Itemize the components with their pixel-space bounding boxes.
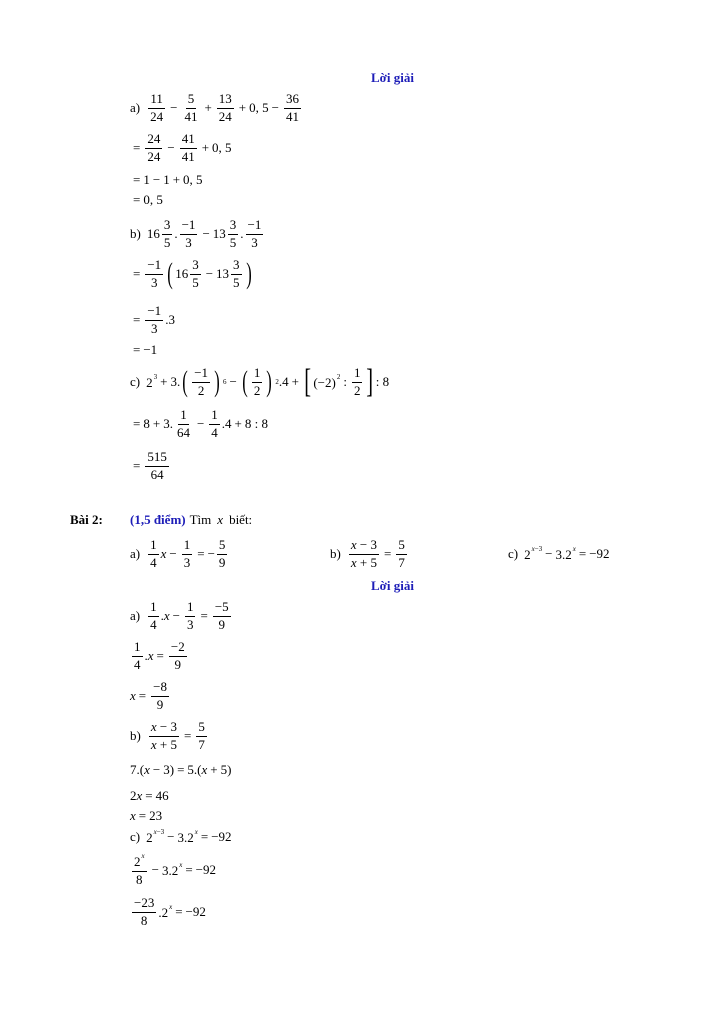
ex2-a-result: x = $\frac{-8}{9}$ (130, 678, 167, 712)
exercise-2-label: Bài 2: (70, 512, 103, 527)
ex2-b-eq: b) $\frac{x - 3}{x + 5}$ = $\frac{5}{7}$ (130, 718, 205, 752)
ex2-problem-b: b) $\frac{x - 3}{x + 5}$ = $\frac{5}{7}$ (330, 536, 405, 570)
eq-1b-result: = −1 (133, 342, 158, 357)
solution-heading-1: Lời giải (371, 70, 414, 85)
eq-1c: c) $2^3$ + 3. ( $\frac{-1}{2}$ ) 6 − ( $\frac{1}{2}$ ) 2 .4 + [ $(-2)^2$ : $\frac{1}{2}$ ] : 8 (130, 363, 390, 400)
label-a: a) (130, 100, 141, 115)
ex2-problem-c: c) $2^{x-3}$ − 3.2$^x$ = −92 (508, 545, 610, 562)
fraction: $\frac{5}{41}$ (184, 90, 198, 124)
ex2-c-step1: $\frac{2^x}{8}$ − 3.2$^x$ = −92 (134, 852, 216, 887)
exercise-2-title: (1,5 điểm) Tìm x biết: (130, 512, 253, 527)
eq-1a-step2: = 1 − 1 + 0, 5 (133, 172, 203, 187)
eq-1b-step1: = $\frac{-1}{3}$ ( 16 $\frac{3}{5}$ − 13 $\frac{3}{5}$ ) (133, 256, 252, 290)
eq-1a: a) $\frac{11}{24}$ − $\frac{5}{41}$ + $\frac{13}{24}$ + 0, 5 − $\frac{36}{41}$ (130, 90, 299, 124)
eq-1c-step1: = 8 + 3. $\frac{1}{64}$ − $\frac{1}{4}$ .4 + 8 : 8 (133, 406, 268, 440)
ex2-b-result: x = 23 (130, 808, 163, 823)
eq-1b-step2: = $\frac{-1}{3}$ .3 (133, 302, 175, 336)
eq-1c-result: = $\frac{515}{64}$ (133, 448, 167, 482)
ex2-c-eq: c) $2^{x-3}$ − 3.2$^x$ = −92 (130, 828, 232, 845)
ex2-c-step2: $\frac{-23}{8}$ .2$^x$ = −92 (134, 894, 206, 928)
ex2-problem-a: a) $\frac{1}{4}$ x − $\frac{1}{3}$ = − $\frac{5}{9}$ (130, 536, 226, 570)
eq-1a-result: = 0, 5 (133, 192, 163, 207)
fraction: $\frac{36}{41}$ (285, 90, 299, 124)
ex2-b-step1: 7.( x − 3) = 5.( x + 5) (130, 762, 232, 777)
fraction: $\frac{13}{24}$ (218, 90, 232, 124)
ex2-a-step1: $\frac{1}{4}$ . x = $\frac{-2}{9}$ (134, 638, 185, 672)
solution-heading-2: Lời giải (371, 578, 414, 593)
eq-1a-step1: = $\frac{24}{24}$ − $\frac{41}{41}$ + 0, 5 (133, 130, 232, 164)
ex2-b-step2: 2 x = 46 (130, 788, 169, 803)
ex2-a-eq: a) $\frac{1}{4}$ . x − $\frac{1}{3}$ = $\frac{-5}{9}$ (130, 598, 229, 632)
eq-1b: b) 16 $\frac{3}{5}$ . $\frac{-1}{3}$ − 13 $\frac{3}{5}$ . $\frac{-1}{3}$ (130, 216, 262, 250)
fraction: $\frac{11}{24}$ (150, 90, 164, 124)
